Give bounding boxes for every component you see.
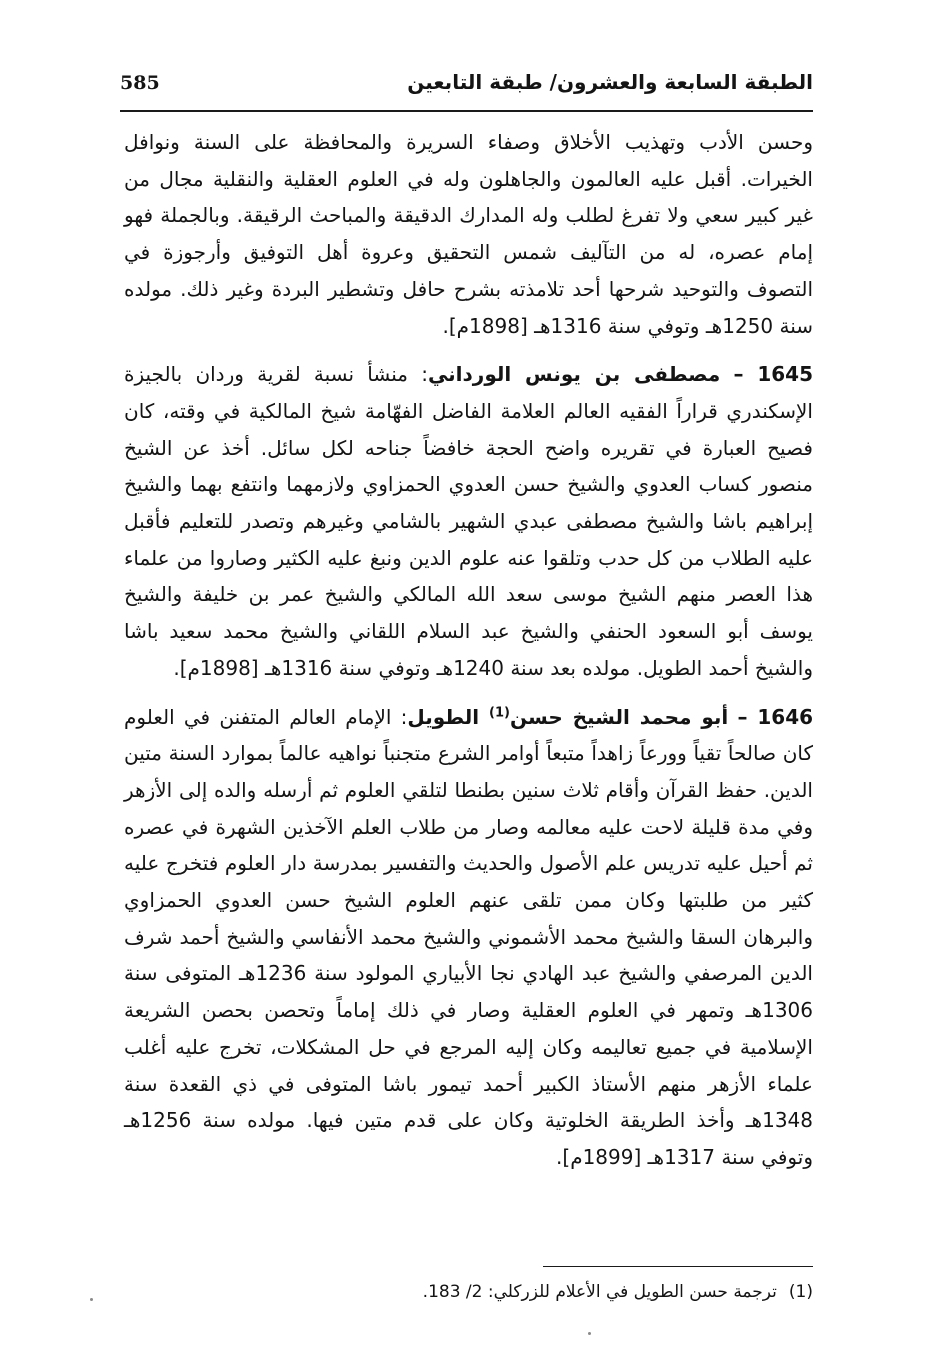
page-number: 585 bbox=[120, 72, 160, 94]
header-rule bbox=[120, 110, 813, 112]
scan-speck bbox=[588, 1332, 591, 1335]
entry-text: : منشأ نسبة لقرية وردان بالجيزة الإسكندري قراراً الفقيه العالم العلامة الفاضل الفهّامة شيخ المالكية في وقته، كان فصيح العبارة في تقريره واضح الحجة خافضاً جناحه لكل سائل. أخذ عن الشيخ منصور كساب العدوي والشيخ حسن العدوي الحمزاوي ولازمهما وانتفع بهما والشيخ إبراهيم باشا والشيخ مصطفى عبدي الشهير بالشامي وغيرهم وتصدر للتعليم فأقبل عليه الطلاب من كل حدب وتلقوا عنه علوم الدين ونبغ عليه الكثير وصاروا من علماء هذا العصر منهم الشيخ موسى سعد الله المالكي والشيخ عمر بن خليفة والشيخ يوسف أبو السعود الحنفي والشيخ عبد السلام اللقاني والشيخ محمد سعيد باشا والشيخ أحمد الطويل. مولده بعد سنة 1240هـ وتوفي سنة 1316هـ [1898م]. bbox=[124, 362, 813, 680]
entry-number: 1646 – bbox=[737, 704, 814, 729]
footnote-mark: (1) bbox=[788, 1282, 813, 1302]
scan-speck bbox=[90, 1298, 93, 1301]
main-text bbox=[124, 124, 813, 1176]
paragraph-continuation bbox=[124, 124, 813, 344]
entry-name-suffix: الطويل bbox=[407, 704, 490, 729]
entry-name: أبو محمد الشيخ حسن bbox=[509, 704, 729, 729]
entry-1645 bbox=[124, 356, 813, 686]
footnote bbox=[124, 1278, 813, 1306]
footnote-rule bbox=[543, 1266, 813, 1267]
entry-name: مصطفى بن يونس الورداني bbox=[427, 362, 721, 387]
footnote-text: ترجمة حسن الطويل في الأعلام للزركلي: 2/ 183. bbox=[422, 1282, 777, 1302]
entry-text: : الإمام العالم المتفنن في العلوم كان صالحاً تقياً وورعاً زاهداً متبعاً أوامر الشرع متجنباً نواهيه عالماً بموارد السنة متين الدين. حفظ القرآن وأقام ثلاث سنين بطنطا لتلقي العلوم ثم أرسله والده إلى الأزهر وفي مدة قليلة لاحت عليه معالمه وصار من طلاب العلم الآخذين الشهرة في عصره ثم أحيل عليه تدريس علم الأصول والحديث والتفسير بمدرسة دار العلوم فتخرج عليه كثير من طلبتها وكان ممن تلقى عنهم العلوم الشيخ حسن العدوي الحمزاوي والبرهان السقا والشيخ محمد الأشموني والشيخ محمد الأنفاسي والشيخ أحمد شرف الدين المرصفي والشيخ عبد الهادي نجا الأبياري المولود سنة 1236هـ المتوفى سنة 1306هـ وتمهر في العلوم العقلية وصار في ذلك إماماً وتحصن بحصن الشريعة الإسلامية في جميع تعاليمه وكان إليه المرجع في حل المشكلات، تخرج عليه أغلب علماء الأزهر منهم الأستاذ الكبير أحمد تيمور باشا المتوفى في ذي القعدة سنة 1348هـ وأخذ الطريقة الخلوتية وكان على قدم متين فيها. مولده سنة 1256هـ وتوفي سنة 1317هـ [1899م]. bbox=[124, 704, 813, 1169]
running-head: الطبقة السابعة والعشرون/ طبقة التابعين bbox=[407, 70, 813, 94]
footnote-reference[interactable]: (1) bbox=[489, 704, 510, 720]
page-header bbox=[120, 66, 813, 106]
entry-number: 1645 – bbox=[733, 362, 814, 387]
entry-1646 bbox=[124, 699, 813, 1176]
paragraph-text: وحسن الأدب وتهذيب الأخلاق وصفاء السريرة والمحافظة على السنة ونوافل الخيرات. أقبل عليه العالمون والجاهلون وله في العلوم العقلية والنقلية مجال من غير كبير سعي ولا تفرغ لطلب وله المدارك الدقيقة والمباحث الرقيقة. وبالجملة فهو إمام عصره، له من التآليف شمس التحقيق وعروة أهل التوفيق وأرجوزة في التصوف والتوحيد شرحها أحد تلامذته بشرح حافل وتشطير البردة وغير ذلك. مولده سنة 1250هـ وتوفي سنة 1316هـ [1898م]. bbox=[124, 130, 813, 338]
